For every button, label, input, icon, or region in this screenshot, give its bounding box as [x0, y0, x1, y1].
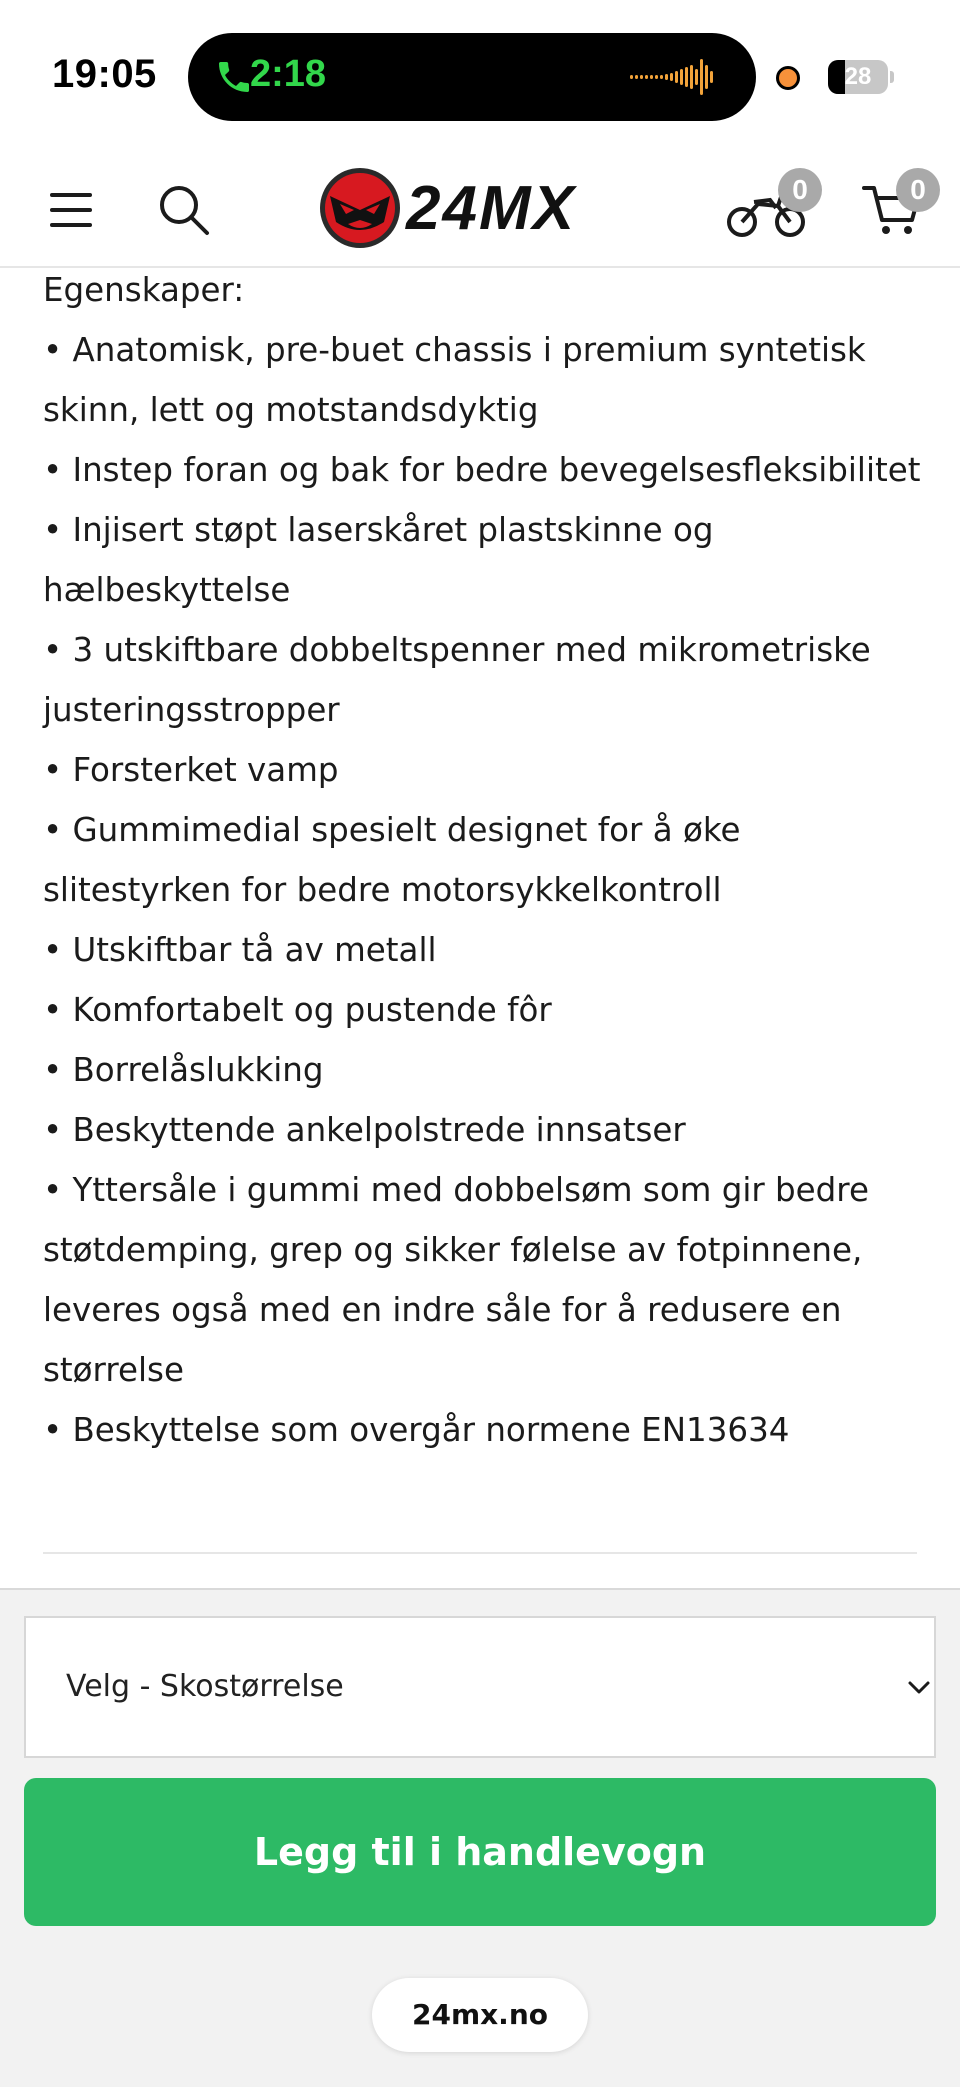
add-to-cart-button[interactable]: Legg til i handlevogn: [24, 1778, 936, 1926]
garage-count-badge: 0: [778, 168, 822, 212]
feature-item: • Instep foran og bak for bedre bevegelsesfleksibilitet: [43, 451, 921, 489]
privacy-indicator-dot: [776, 66, 800, 90]
audio-waveform-icon: [630, 55, 724, 99]
search-button[interactable]: [156, 182, 212, 238]
call-timer: 2:18: [250, 53, 327, 95]
section-divider: [43, 1552, 917, 1554]
feature-item: • Forsterket vamp: [43, 751, 339, 789]
size-select-label: Velg - Skostørrelse: [66, 1669, 344, 1704]
dynamic-island[interactable]: [188, 33, 756, 121]
logo-wordmark: 24MX: [406, 174, 576, 243]
feature-item: • 3 utskiftbare dobbeltspenner med mikrometriske justeringsstropper: [43, 631, 871, 729]
feature-item: • Borrelåslukking: [43, 1051, 324, 1089]
menu-button[interactable]: [50, 190, 96, 230]
feature-item: • Injisert støpt laserskåret plastskinne og hælbeskyttelse: [43, 511, 714, 609]
cart-count-badge: 0: [896, 168, 940, 212]
features-heading: Egenskaper:: [43, 271, 245, 309]
feature-item: • Gummimedial spesielt designet for å øke slitestyrken for bedre motorsykkelkontroll: [43, 811, 741, 909]
chevron-down-icon: [904, 1672, 934, 1702]
purchase-bar: [0, 1588, 960, 1950]
feature-item: • Beskyttelse som overgår normene EN13634: [43, 1411, 790, 1449]
feature-item: • Beskyttende ankelpolstrede innsatser: [43, 1111, 686, 1149]
menu-icon: [50, 190, 96, 230]
search-icon: [156, 182, 212, 238]
feature-item: • Yttersåle i gummi med dobbelsøm som gir bedre støtdemping, grep og sikker følelse av fotpinnene, leveres også med en indre såle for å redusere en størrelse: [43, 1171, 869, 1389]
battery-percentage: 28: [844, 63, 872, 90]
address-bar[interactable]: 24mx.no: [372, 1978, 588, 2052]
site-logo[interactable]: [318, 166, 642, 250]
shoe-size-select[interactable]: [24, 1616, 936, 1758]
feature-item: • Komfortabelt og pustende fôr: [43, 991, 552, 1029]
status-bar: [0, 0, 960, 150]
product-description: [43, 260, 923, 1460]
battery-icon: [828, 60, 888, 94]
features-list: [43, 320, 923, 1460]
site-header: [0, 150, 960, 268]
browser-toolbar: [0, 1950, 960, 2087]
phone-call-icon: [214, 55, 254, 99]
feature-item: • Utskiftbar tå av metall: [43, 931, 437, 969]
feature-item: • Anatomisk, pre-buet chassis i premium syntetisk skinn, lett og motstandsdyktig: [43, 331, 866, 429]
status-time: 19:05: [52, 52, 157, 96]
battery-cap: [890, 71, 894, 83]
